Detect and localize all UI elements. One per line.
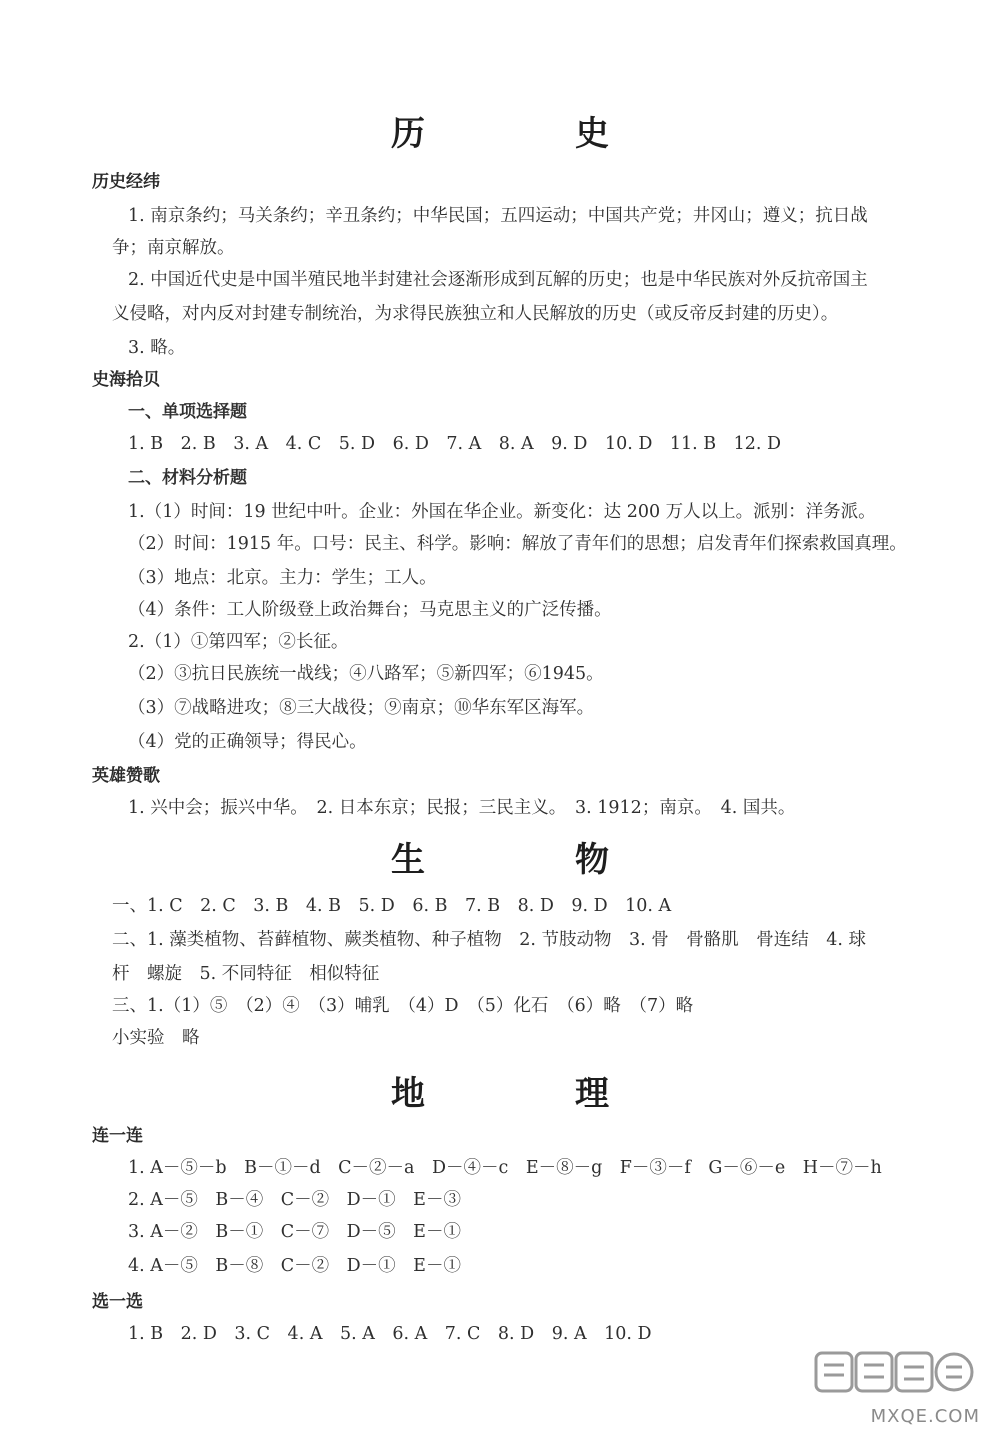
- history-subtitle: 二、材料分析题: [128, 468, 247, 488]
- history-line: 1. 南京条约；马关条约；辛丑条约；中华民国；五四运动；中国共产党；井冈山；遵义；抗日战: [128, 206, 868, 226]
- history-line: 1. 兴中会；振兴中华。 2. 日本东京；民报；三民主义。 3. 1912；南京。 4. 国共。: [128, 798, 796, 818]
- history-line: 义侵略，对内反对封建专制统治，为求得民族独立和人民解放的历史（或反帝反封建的历史）。: [112, 304, 839, 324]
- history-line: 1.（1）时间：19 世纪中叶。企业：外国在华企业。新变化：达 200 万人以上。派别：洋务派。: [128, 502, 876, 522]
- history-line: （3）⑦战略进攻；⑧三大战役；⑨南京；⑩华东军区海军。: [128, 698, 595, 718]
- history-subtitle: 一、单项选择题: [128, 402, 247, 422]
- history-line: （2）时间：1915 年。口号：民主、科学。影响：解放了青年们的思想；启发青年们探索救国真理。: [128, 534, 907, 554]
- geography-line: 4. A－⑤ B－⑧ C－② D－① E－①: [128, 1256, 461, 1276]
- history-line: （4）党的正确领导；得民心。: [128, 732, 367, 752]
- history-line: （4）条件：工人阶级登上政治舞台；马克思主义的广泛传播。: [128, 600, 612, 620]
- history-answers: 1. B 2. B 3. A 4. C 5. D 6. D 7. A 8. A 9. D 10. D 11. B 12. D: [128, 434, 782, 454]
- history-section-title-3: 英雄赞歌: [92, 766, 160, 786]
- watermark: [810, 1347, 980, 1427]
- biology-line: 小实验 略: [112, 1028, 200, 1048]
- history-line: （3）地点：北京。主力：学生；工人。: [128, 568, 437, 588]
- biology-title: 生 物: [391, 840, 667, 880]
- geography-title: 地 理: [391, 1074, 667, 1114]
- biology-line: 二、1. 藻类植物、苔藓植物、蕨类植物、种子植物 2. 节肢动物 3. 骨 骨骼肌 骨连结 4. 球: [112, 930, 867, 950]
- geography-section-title-1: 连一连: [92, 1126, 143, 1146]
- history-line: 2. 中国近代史是中国半殖民地半封建社会逐渐形成到瓦解的历史；也是中华民族对外反抗帝国主: [128, 270, 868, 290]
- geography-line: 1. B 2. D 3. C 4. A 5. A 6. A 7. C 8. D 9. A 10. D: [128, 1324, 652, 1344]
- history-title: 历 史: [391, 114, 667, 154]
- history-line: 2.（1）①第四军；②长征。: [128, 632, 349, 652]
- history-line: （2）③抗日民族统一战线；④八路军；⑤新四军；⑥1945。: [128, 664, 604, 684]
- biology-line: 一、1. C 2. C 3. B 4. B 5. D 6. B 7. B 8. D 9. D 10. A: [112, 896, 672, 916]
- biology-line: 杆 螺旋 5. 不同特征 相似特征: [112, 964, 380, 984]
- history-section-title-1: 历史经纬: [92, 172, 160, 192]
- watermark-logo-icon: [814, 1347, 974, 1397]
- watermark-site: MXQE.COM: [870, 1406, 980, 1427]
- geography-section-title-2: 选一选: [92, 1292, 143, 1312]
- geography-line: 1. A－⑤－b B－①－d C－②－a D－④－c E－⑧－g F－③－f G－⑥－e H－⑦－h: [128, 1158, 882, 1178]
- history-section-title-2: 史海拾贝: [92, 370, 160, 390]
- biology-line: 三、1.（1）⑤ （2）④ （3）哺乳 （4）D （5）化石 （6）略 （7）略: [112, 996, 694, 1016]
- history-line: 3. 略。: [128, 338, 186, 358]
- geography-line: 3. A－② B－① C－⑦ D－⑤ E－①: [128, 1222, 461, 1242]
- geography-line: 2. A－⑤ B－④ C－② D－① E－③: [128, 1190, 461, 1210]
- history-line: 争；南京解放。: [112, 238, 235, 258]
